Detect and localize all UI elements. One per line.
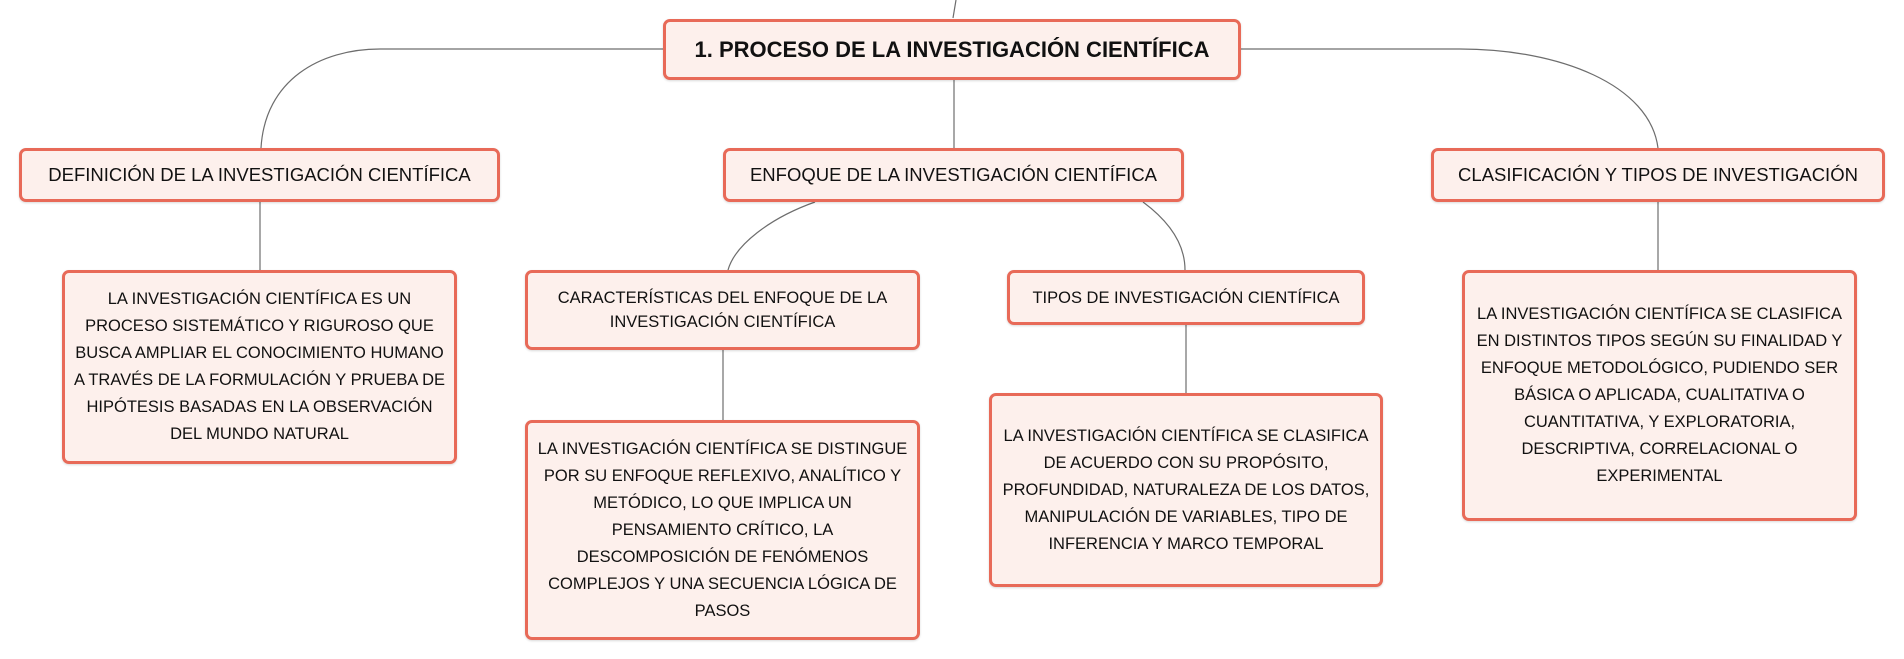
node-definicion-detail[interactable] (62, 270, 457, 464)
node-tipos-detail-text: LA INVESTIGACIÓN CIENTÍFICA SE CLASIFICA DE ACUERDO CON SU PROPÓSITO, PROFUNDIDAD, NATURALEZA DE LOS DATOS, MANIPULACIÓN DE VARIABLES, TIPO DE INFERENCIA Y MARCO TEMPORAL (1002, 426, 1370, 553)
node-definicion-title: DEFINICIÓN DE LA INVESTIGACIÓN CIENTÍFICA (48, 164, 471, 185)
node-enfoque[interactable] (723, 148, 1184, 202)
connector-root-incoming (953, 0, 956, 18)
node-tipos-detail[interactable] (989, 393, 1383, 587)
node-tipos[interactable] (1007, 270, 1365, 325)
node-definicion[interactable] (19, 148, 500, 202)
node-clasificacion[interactable] (1431, 148, 1885, 202)
node-caracteristicas-title: CARACTERÍSTICAS DEL ENFOQUE DE LA INVESTIGACIÓN CIENTÍFICA (557, 289, 888, 331)
connector-enfoque-tipos (1143, 202, 1185, 270)
node-caracteristicas-detail-text: LA INVESTIGACIÓN CIENTÍFICA SE DISTINGUE POR SU ENFOQUE REFLEXIVO, ANALÍTICO Y METÓDICO, LO QUE IMPLICA UN PENSAMIENTO CRÍTICO, LA DESCOMPOSICIÓN DE FENÓMENOS COMPLEJOS Y UNA SECUENCIA LÓGICA DE PASOS (537, 439, 908, 620)
node-clasificacion-title: CLASIFICACIÓN Y TIPOS DE INVESTIGACIÓN (1458, 164, 1858, 185)
node-definicion-detail-text: LA INVESTIGACIÓN CIENTÍFICA ES UN PROCESO SISTEMÁTICO Y RIGUROSO QUE BUSCA AMPLIAR EL CONOCIMIENTO HUMANO A TRAVÉS DE LA FORMULACIÓN Y PRUEBA DE HIPÓTESIS BASADAS EN LA OBSERVACIÓN DEL MUNDO NATURAL (73, 290, 446, 443)
node-enfoque-title: ENFOQUE DE LA INVESTIGACIÓN CIENTÍFICA (749, 164, 1158, 185)
node-tipos-title: TIPOS DE INVESTIGACIÓN CIENTÍFICA (1032, 288, 1340, 307)
connector-enfoque-caracteristicas (728, 202, 815, 270)
node-caracteristicas[interactable] (525, 270, 920, 350)
node-caracteristicas-detail[interactable] (525, 420, 920, 640)
node-clasificacion-detail-text: LA INVESTIGACIÓN CIENTÍFICA SE CLASIFICA EN DISTINTOS TIPOS SEGÚN SU FINALIDAD Y ENFOQUE METODOLÓGICO, PUDIENDO SER BÁSICA O APLICADA, CUALITATIVA O CUANTITATIVA, Y EXPLORATORIA, DESCRIPTIVA, CORRELACIONAL O EXPERIMENTAL (1476, 305, 1843, 485)
root-node-title: 1. PROCESO DE LA INVESTIGACIÓN CIENTÍFICA (694, 36, 1210, 62)
connector-root-clasificacion (1241, 49, 1658, 148)
node-clasificacion-detail[interactable] (1462, 270, 1857, 521)
connector-root-definicion (261, 49, 665, 148)
root-node[interactable] (663, 19, 1241, 80)
